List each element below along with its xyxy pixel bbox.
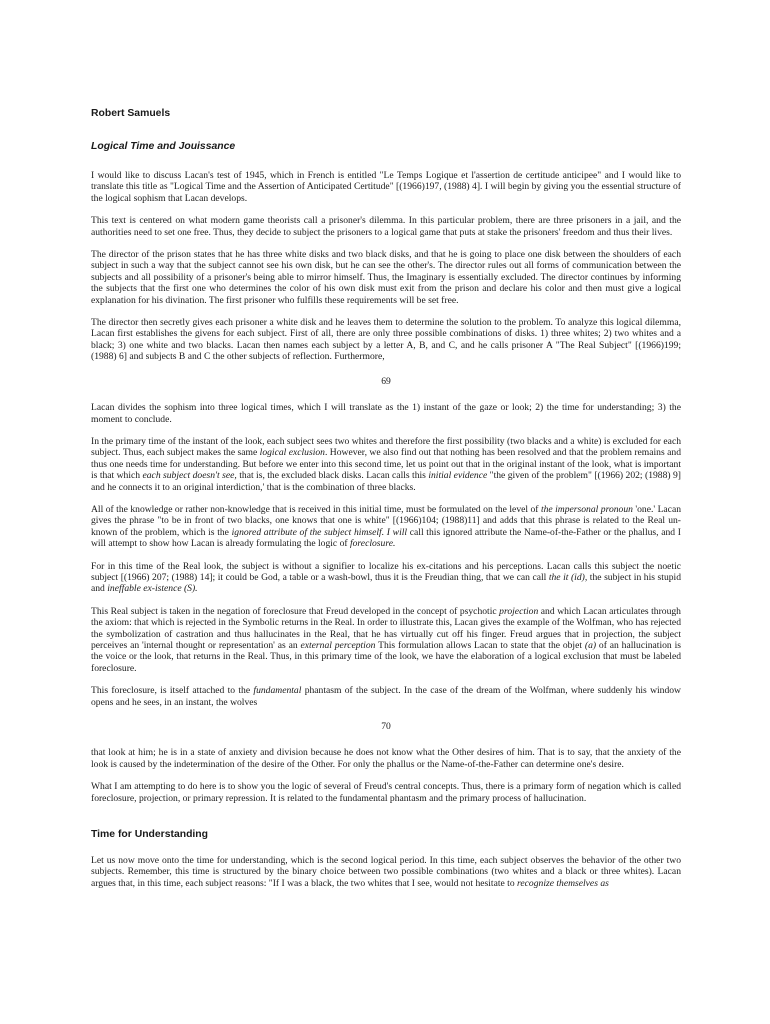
paragraph (91, 747, 681, 770)
paragraph (91, 561, 681, 595)
paragraph (91, 685, 681, 708)
body-section-2 (91, 402, 681, 708)
italic-text: each subject doesn't see, (142, 470, 237, 482)
italic-text: ignored attribute of the subject himself. I will (231, 526, 408, 538)
body-section-4 (91, 855, 681, 889)
italic-text: initial evidence (428, 470, 488, 482)
text-run: the subject in his stupid and (91, 571, 681, 595)
text-run: This formulation allows Lacan to state that the objet (375, 640, 585, 651)
paragraph (91, 606, 681, 674)
italic-text: ineffable ex-istence (S). (107, 583, 198, 595)
paragraph (91, 504, 681, 550)
document-page (91, 107, 681, 900)
italic-text: projection (499, 605, 539, 617)
text-run: that look at him; he is in a state of anxiety and division because he does not know what the Other desires of him. That is to say, that the anxiety of the look is caused by the indetermination of the desire of the Other. For only the phallus or the Name-of-the-Father can determine one's desire. (91, 747, 681, 770)
author-name: Robert Samuels (91, 108, 171, 119)
text-run: that is, the excluded black disks. Lacan calls this (236, 470, 429, 482)
text-run: In the primary time of the instant of the look, each subject sees two whites and therefore the first possibility (two blacks and a white) is excluded for each subject. Thus, each subject makes the same (91, 435, 681, 459)
text-run: The director of the prison states that he has three white disks and two black disks, and that he is going to place one disk between the shoulders of each subject in such a way that the subject cannot see his own disk, but he can see the other's. The director rules out all forms of communication between the subjects and all possibility of a prisoner's being able to mirror himself. Thus, the Imaginary is essentially excluded. The director continues by informing the subjects that the first one who determines the color of his own disk must exit from the prison and declare his color and then must give a logical explanation for his divination. The first prisoner who fulfills these requirements will be set free. (91, 249, 681, 306)
text-run: 'one.' Lacan gives the phrase "to be in front of two blacks, one knows that one is white" [(1966)104; (1988)11] and adds that this phrase is related to the Real un-known of the problem, which is the (91, 503, 681, 538)
page-number: 69 (381, 375, 391, 387)
text-run: and which Lacan articulates through the axiom: that which is rejected in the Symbolic returns in the Real. In order to illustrate this, Lacan gives the example of the Wolfman, who has rejected the symbolization of castration and thus hallucinates in the Real, that he has virtually cut off his finger. Freud argues that in projection, the subject perceives an 'internal thought or representation' as an (91, 605, 681, 651)
italic-text: the it (id), (548, 571, 588, 583)
italic-text: recognize themselves as (517, 877, 609, 889)
text-run: of an hallucination is the voice or the look, that returns in the Real. Thus, in this primary time of the look, we have the elaboration of a logical exclusion that must be labeled foreclosure. (91, 640, 681, 674)
page-number: 70 (381, 721, 391, 733)
text-run: All of the knowledge or rather non-knowledge that is received in this initial time, must be formulated on the level of (91, 503, 541, 515)
italic-text: the impersonal pronoun (540, 503, 633, 515)
text-run: phantasm of the subject. In the case of the dream of the Wolfman, where suddenly his window opens and he sees, in an instant, the wolves (91, 685, 681, 708)
text-run: This Real subject is taken in the negation of foreclosure that Freud developed in the concept of psychotic (91, 605, 500, 617)
body-section-3 (91, 747, 681, 804)
italic-text: external perception (300, 640, 376, 651)
paragraph (91, 855, 681, 889)
text-run: This foreclosure, is itself attached to the (91, 685, 254, 697)
text-run: Let us now move onto the time for understanding, which is the second logical period. In this time, each subject observes the behavior of the other two subjects. Remember, this time is structured by the binary choice between two possible combinations (two whites and a black or three whites). Lacan argues that, in this time, each subject reasons: "If I was a black, the two whites that I see, would not hesitate to (91, 855, 681, 889)
text-run: What I am attempting to do here is to show you the logic of several of Freud's central concepts. Thus, there is a primary form of negation which is called foreclosure, projection, or primary repression. It is related to the fundamental phantasm and the primary process of hallucination. (91, 781, 681, 804)
article-title: Logical Time and Jouissance (91, 141, 236, 152)
paragraph (91, 781, 681, 804)
text-run: The director then secretly gives each prisoner a white disk and he leaves them to determine the solution to the problem. To analyze this logical dilemma, Lacan first establishes the givens for each subject. First of all, there are only three possible combinations of disks. 1) three whites; 2) two whites and a black; 3) one white and two blacks. Lacan then names each subject by a letter A, B, and C, and he calls prisoner A "The Real Subject" [(1966)199; (1988) 6] and subjects B and C the other subjects of reflection. Furthermore, (91, 317, 681, 363)
section-heading: Time for Understanding (91, 829, 209, 841)
paragraph (91, 215, 681, 238)
italic-text: fundamental (253, 685, 302, 697)
paragraph (91, 436, 681, 493)
text-run: Lacan divides the sophism into three logical times, which I will translate as the 1) instant of the gaze or look; 2) the time for understanding; 3) the moment to conclude. (91, 402, 681, 425)
italic-text: logical exclusion (259, 447, 325, 459)
text-run: This text is centered on what modern game theorists call a prisoner's dilemma. In this particular problem, there are three prisoners in a jail, and the authorities need to set one free. Thus, they decide to subject the prisoners to a logical game that puts at stake the prisoners' freedom and thus their lives. (91, 215, 681, 238)
text-run: I would like to discuss Lacan's test of 1945, which in French is entitled "Le Temps Logique et l'assertion de certitude anticipee" and I would like to translate this title as "Logical Time and the Assertion of Anticipated Certitude" [(1966)197, (1988) 4]. I will begin by giving you the essential structure of the logical sophism that Lacan develops. (91, 170, 681, 204)
paragraph (91, 249, 681, 306)
text-run: For in this time of the Real look, the subject is without a signifier to localize his ex-citations and his perceptions. Lacan calls this subject the noetic subject [(1966) 207; (1988) 14]; it could be God, a table or a wash-bowl, thus it is the Freudian thing, that we can call (91, 560, 681, 583)
paragraph (91, 317, 681, 363)
paragraph (91, 402, 681, 425)
text-run: call this ignored attribute the Name-of-the-Father or the phallus, and I will attempt to show how Lacan is already formulating the logic of (91, 526, 681, 550)
text-run: . However, we also find out that nothing has been resolved and that the problem remains and thus one needs time for understanding. But before we enter into this second time, let us point out that in the original instant of the look, what is important is that which (91, 447, 681, 482)
body-section-1 (91, 170, 681, 363)
text-run: "the given of the problem" [(1966) 202; (1988) 9] and he connects it to an original interdiction,' that is the combination of three blacks. (91, 470, 681, 493)
paragraph (91, 170, 681, 204)
italic-text: foreclosure. (349, 538, 396, 550)
italic-text: (a) (584, 640, 597, 651)
